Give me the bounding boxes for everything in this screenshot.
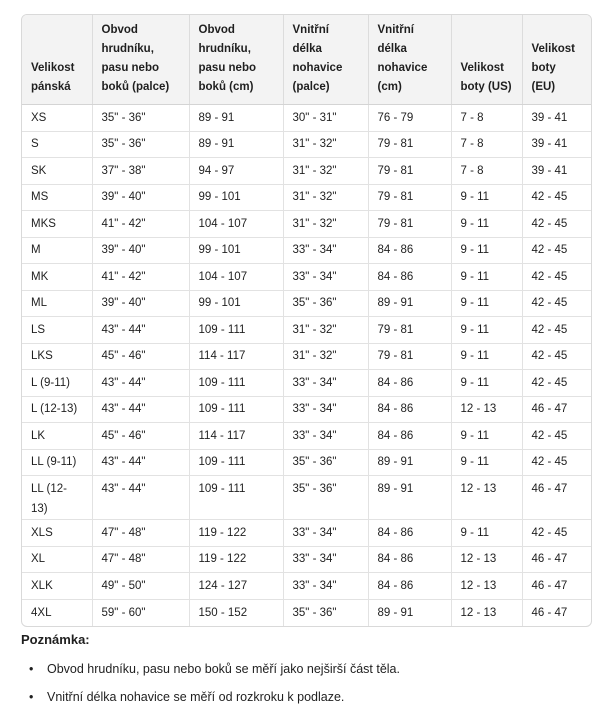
note-text: Obvod hrudníku, pasu nebo boků se měří jako nejširší část těla.	[47, 662, 400, 676]
cell-girth-inches: 39" - 40"	[92, 237, 189, 264]
header-shoe-eu: Velikost boty (EU)	[522, 15, 591, 105]
cell-size: XLK	[22, 573, 92, 600]
table-row	[22, 573, 591, 600]
cell-size: M	[22, 237, 92, 264]
cell-girth-cm: 94 - 97	[189, 158, 283, 185]
cell-inseam-cm: 84 - 86	[368, 396, 451, 423]
cell-shoe-us: 7 - 8	[451, 131, 522, 158]
cell-girth-inches: 45" - 46"	[92, 343, 189, 370]
cell-girth-inches: 37" - 38"	[92, 158, 189, 185]
cell-shoe-eu: 42 - 45	[522, 184, 591, 211]
cell-inseam-inches: 33" - 34"	[283, 423, 368, 450]
cell-girth-cm: 124 - 127	[189, 573, 283, 600]
cell-inseam-cm: 89 - 91	[368, 290, 451, 317]
table-row	[22, 131, 591, 158]
cell-shoe-eu: 42 - 45	[522, 370, 591, 397]
header-size: Velikost pánská	[22, 15, 92, 105]
cell-shoe-us: 9 - 11	[451, 290, 522, 317]
cell-shoe-eu: 39 - 41	[522, 105, 591, 132]
cell-inseam-inches: 35" - 36"	[283, 449, 368, 476]
header-inseam-cm: Vnitřní délka nohavice (cm)	[368, 15, 451, 105]
cell-inseam-cm: 84 - 86	[368, 237, 451, 264]
cell-shoe-us: 7 - 8	[451, 105, 522, 132]
cell-girth-cm: 150 - 152	[189, 599, 283, 626]
cell-inseam-inches: 33" - 34"	[283, 370, 368, 397]
bullet-icon: •	[29, 662, 34, 676]
cell-girth-inches: 43" - 44"	[92, 370, 189, 397]
cell-shoe-us: 9 - 11	[451, 264, 522, 291]
cell-girth-cm: 109 - 111	[189, 317, 283, 344]
cell-size: S	[22, 131, 92, 158]
cell-inseam-inches: 35" - 36"	[283, 599, 368, 626]
cell-girth-inches: 47" - 48"	[92, 520, 189, 547]
table-header	[22, 15, 591, 105]
cell-inseam-inches: 30" - 31"	[283, 105, 368, 132]
cell-size: MKS	[22, 211, 92, 238]
cell-girth-inches: 39" - 40"	[92, 184, 189, 211]
size-table	[22, 15, 591, 626]
cell-inseam-inches: 31" - 32"	[283, 131, 368, 158]
size-table-container	[21, 14, 592, 627]
cell-size: LL (12-13)	[22, 476, 92, 520]
cell-shoe-eu: 42 - 45	[522, 449, 591, 476]
cell-girth-cm: 114 - 117	[189, 423, 283, 450]
table-row	[22, 396, 591, 423]
cell-shoe-us: 12 - 13	[451, 396, 522, 423]
note-title: Poznámka:	[21, 632, 90, 647]
cell-shoe-us: 9 - 11	[451, 237, 522, 264]
cell-size: MK	[22, 264, 92, 291]
cell-shoe-us: 12 - 13	[451, 573, 522, 600]
table-row	[22, 184, 591, 211]
table-row	[22, 423, 591, 450]
header-girth-cm: Obvod hrudníku, pasu nebo boků (cm)	[189, 15, 283, 105]
cell-size: XL	[22, 546, 92, 573]
header-girth-inches: Obvod hrudníku, pasu nebo boků (palce)	[92, 15, 189, 105]
cell-shoe-eu: 46 - 47	[522, 573, 591, 600]
table-body	[22, 105, 591, 626]
cell-size: L (12-13)	[22, 396, 92, 423]
cell-inseam-inches: 33" - 34"	[283, 264, 368, 291]
cell-shoe-eu: 39 - 41	[522, 131, 591, 158]
cell-shoe-us: 9 - 11	[451, 317, 522, 344]
table-row	[22, 370, 591, 397]
cell-inseam-cm: 84 - 86	[368, 546, 451, 573]
cell-inseam-cm: 76 - 79	[368, 105, 451, 132]
table-row	[22, 290, 591, 317]
cell-inseam-cm: 79 - 81	[368, 317, 451, 344]
cell-shoe-us: 9 - 11	[451, 520, 522, 547]
cell-girth-inches: 49" - 50"	[92, 573, 189, 600]
cell-size: SK	[22, 158, 92, 185]
cell-girth-inches: 39" - 40"	[92, 290, 189, 317]
cell-girth-inches: 43" - 44"	[92, 396, 189, 423]
cell-shoe-us: 9 - 11	[451, 370, 522, 397]
cell-shoe-us: 12 - 13	[451, 546, 522, 573]
header-row	[22, 15, 591, 105]
cell-inseam-cm: 79 - 81	[368, 158, 451, 185]
cell-shoe-eu: 42 - 45	[522, 264, 591, 291]
cell-shoe-eu: 46 - 47	[522, 396, 591, 423]
cell-inseam-inches: 33" - 34"	[283, 546, 368, 573]
cell-inseam-inches: 31" - 32"	[283, 158, 368, 185]
note-list	[21, 660, 400, 716]
cell-girth-cm: 119 - 122	[189, 520, 283, 547]
table-row	[22, 449, 591, 476]
cell-size: LL (9-11)	[22, 449, 92, 476]
header-inseam-inches: Vnitřní délka nohavice (palce)	[283, 15, 368, 105]
cell-size: XLS	[22, 520, 92, 547]
cell-inseam-cm: 79 - 81	[368, 211, 451, 238]
cell-inseam-inches: 31" - 32"	[283, 211, 368, 238]
table-row	[22, 237, 591, 264]
cell-shoe-us: 7 - 8	[451, 158, 522, 185]
cell-size: XS	[22, 105, 92, 132]
table-row	[22, 599, 591, 626]
cell-inseam-cm: 84 - 86	[368, 520, 451, 547]
cell-girth-inches: 35" - 36"	[92, 105, 189, 132]
cell-shoe-eu: 42 - 45	[522, 520, 591, 547]
cell-girth-cm: 104 - 107	[189, 264, 283, 291]
cell-inseam-cm: 79 - 81	[368, 131, 451, 158]
cell-inseam-cm: 84 - 86	[368, 573, 451, 600]
cell-inseam-inches: 31" - 32"	[283, 343, 368, 370]
cell-girth-inches: 43" - 44"	[92, 449, 189, 476]
table-row	[22, 105, 591, 132]
bullet-icon: •	[29, 690, 34, 704]
cell-inseam-cm: 84 - 86	[368, 370, 451, 397]
cell-girth-cm: 109 - 111	[189, 396, 283, 423]
cell-girth-inches: 43" - 44"	[92, 317, 189, 344]
header-shoe-us: Velikost boty (US)	[451, 15, 522, 105]
cell-size: ML	[22, 290, 92, 317]
cell-girth-cm: 99 - 101	[189, 290, 283, 317]
cell-girth-cm: 99 - 101	[189, 237, 283, 264]
cell-shoe-eu: 42 - 45	[522, 317, 591, 344]
cell-inseam-inches: 33" - 34"	[283, 237, 368, 264]
cell-girth-cm: 99 - 101	[189, 184, 283, 211]
table-row	[22, 476, 591, 520]
cell-shoe-us: 9 - 11	[451, 343, 522, 370]
table-row	[22, 158, 591, 185]
cell-shoe-eu: 42 - 45	[522, 290, 591, 317]
cell-girth-inches: 45" - 46"	[92, 423, 189, 450]
cell-shoe-eu: 42 - 45	[522, 343, 591, 370]
cell-size: LKS	[22, 343, 92, 370]
cell-shoe-eu: 42 - 45	[522, 237, 591, 264]
cell-shoe-us: 9 - 11	[451, 184, 522, 211]
cell-inseam-inches: 33" - 34"	[283, 396, 368, 423]
note-text: Vnitřní délka nohavice se měří od rozkroku k podlaze.	[47, 690, 345, 704]
cell-shoe-us: 12 - 13	[451, 599, 522, 626]
cell-shoe-eu: 46 - 47	[522, 476, 591, 520]
cell-size: LS	[22, 317, 92, 344]
cell-shoe-us: 9 - 11	[451, 449, 522, 476]
cell-girth-cm: 119 - 122	[189, 546, 283, 573]
cell-inseam-inches: 33" - 34"	[283, 520, 368, 547]
cell-inseam-inches: 35" - 36"	[283, 290, 368, 317]
cell-girth-inches: 59" - 60"	[92, 599, 189, 626]
cell-girth-cm: 104 - 107	[189, 211, 283, 238]
cell-shoe-eu: 46 - 47	[531, 606, 568, 619]
cell-girth-cm: 114 - 117	[189, 343, 283, 370]
cell-shoe-us: 9 - 11	[451, 423, 522, 450]
cell-inseam-cm: 79 - 81	[368, 184, 451, 211]
table-row	[22, 317, 591, 344]
cell-inseam-cm: 89 - 91	[368, 449, 451, 476]
cell-girth-inches: 43" - 44"	[92, 476, 189, 520]
cell-size: L (9-11)	[22, 370, 92, 397]
cell-inseam-inches: 33" - 34"	[283, 573, 368, 600]
cell-girth-cm: 89 - 91	[189, 105, 283, 132]
cell-inseam-inches: 31" - 32"	[283, 184, 368, 211]
cell-girth-inches: 47" - 48"	[92, 546, 189, 573]
cell-inseam-cm: 79 - 81	[368, 343, 451, 370]
cell-inseam-cm: 84 - 86	[368, 423, 451, 450]
cell-girth-cm: 109 - 111	[189, 476, 283, 520]
cell-shoe-eu: 39 - 41	[522, 158, 591, 185]
cell-girth-inches: 35" - 36"	[92, 131, 189, 158]
cell-shoe-eu: 46 - 47	[522, 546, 591, 573]
cell-inseam-cm: 89 - 91	[368, 599, 451, 626]
cell-inseam-inches: 31" - 32"	[283, 317, 368, 344]
cell-girth-cm: 109 - 111	[189, 370, 283, 397]
table-row	[22, 211, 591, 238]
cell-girth-cm: 109 - 111	[189, 449, 283, 476]
cell-inseam-cm: 84 - 86	[368, 264, 451, 291]
cell-size: MS	[22, 184, 92, 211]
cell-girth-inches: 41" - 42"	[92, 211, 189, 238]
table-row	[22, 520, 591, 547]
cell-shoe-eu: 42 - 45	[522, 423, 591, 450]
cell-inseam-inches: 35" - 36"	[283, 476, 368, 520]
cell-girth-cm: 89 - 91	[189, 131, 283, 158]
cell-shoe-eu: 42 - 45	[522, 211, 591, 238]
cell-size: 4XL	[22, 599, 92, 626]
table-row	[22, 343, 591, 370]
cell-inseam-cm: 89 - 91	[368, 476, 451, 520]
cell-size: LK	[22, 423, 92, 450]
table-row	[22, 264, 591, 291]
cell-shoe-us: 9 - 11	[451, 211, 522, 238]
note-item	[21, 660, 400, 688]
cell-girth-inches: 41" - 42"	[92, 264, 189, 291]
table-row	[22, 546, 591, 573]
cell-shoe-us: 12 - 13	[451, 476, 522, 520]
